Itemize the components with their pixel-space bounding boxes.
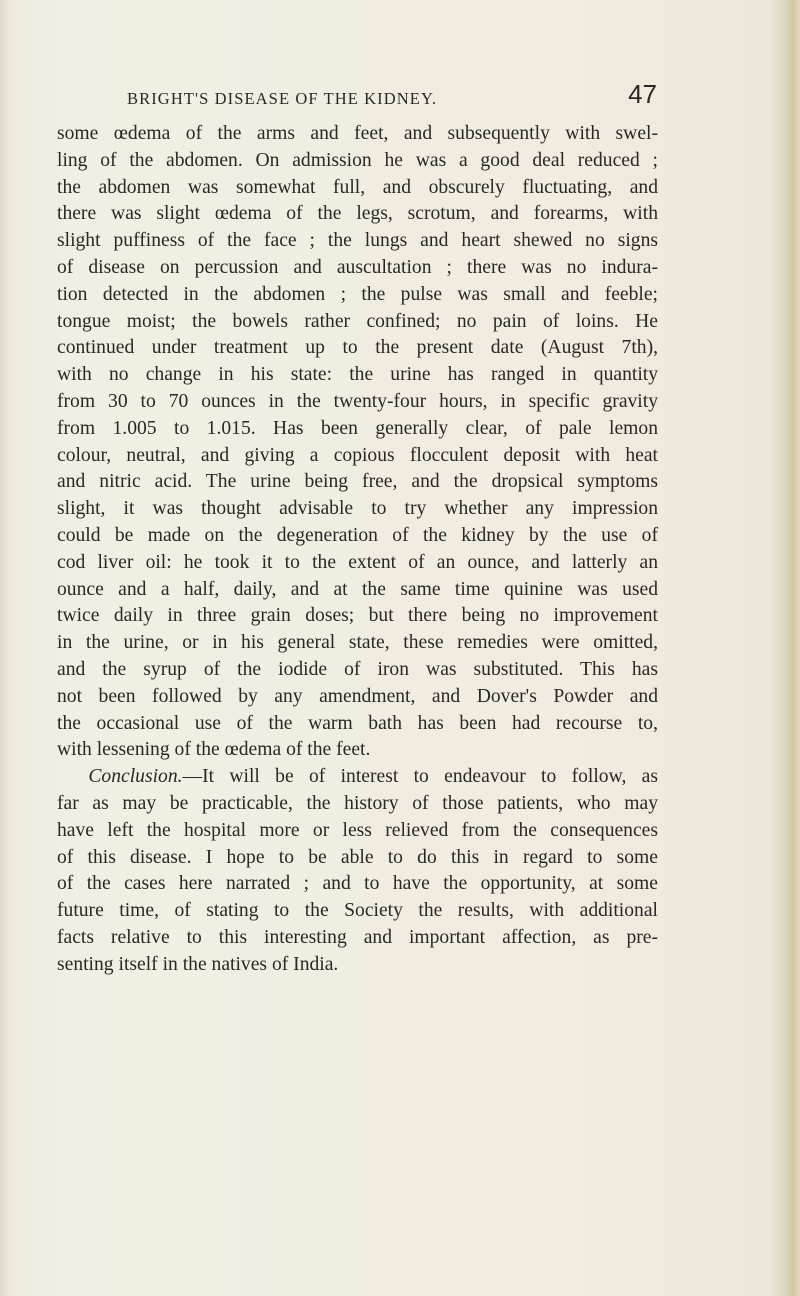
page-header xyxy=(113,79,657,112)
conclusion-first-line-text: —It will be of interest to endeavour to follow, as xyxy=(182,766,658,788)
text-line: there was slight œdema of the legs, scrotum, and forearms, with xyxy=(57,203,658,225)
text-line: from 30 to 70 ounces in the twenty-four hours, in specific gravity xyxy=(57,390,658,412)
text-line: in the urine, or in his general state, these remedies were omitted, xyxy=(57,632,658,654)
text-line: have left the hospital more or less relieved from the consequences xyxy=(57,819,658,841)
text-line: the occasional use of the warm bath has been had recourse to, xyxy=(57,712,658,734)
text-line: slight, it was thought advisable to try whether any impression xyxy=(57,498,658,520)
text-line: senting itself in the natives of India. xyxy=(57,953,339,975)
text-line: ling of the abdomen. On admission he was a good deal reduced ; xyxy=(57,149,658,171)
text-line: colour, neutral, and giving a copious flocculent deposit with heat xyxy=(57,444,658,466)
text-line: facts relative to this interesting and important affection, as pre- xyxy=(57,926,658,948)
text-line: and nitric acid. The urine being free, and the dropsical symptoms xyxy=(57,471,658,493)
conclusion-heading: Conclusion. xyxy=(88,766,183,788)
text-line: future time, of stating to the Society the results, with additional xyxy=(57,900,658,922)
text-line: of this disease. I hope to be able to do this in regard to some xyxy=(57,846,658,868)
text-line: with lessening of the œdema of the feet. xyxy=(57,739,371,761)
text-line: continued under treatment up to the present date (August 7th), xyxy=(57,337,658,359)
text-line: the abdomen was somewhat full, and obscurely fluctuating, and xyxy=(57,176,658,198)
text-line: and the syrup of the iodide of iron was substituted. This has xyxy=(57,658,658,680)
text-line: ounce and a half, daily, and at the same time quinine was used xyxy=(57,578,658,600)
running-title: BRIGHT'S DISEASE OF THE KIDNEY. xyxy=(127,89,438,108)
page-gutter-shadow xyxy=(0,0,10,1296)
text-line: tongue moist; the bowels rather confined; no pain of loins. He xyxy=(57,310,658,332)
text-line: not been followed by any amendment, and Dover's Powder and xyxy=(57,685,658,707)
text-line: some œdema of the arms and feet, and subsequently with swel- xyxy=(57,123,658,144)
body-text xyxy=(57,121,658,979)
text-line: of disease on percussion and auscultation ; there was no indura- xyxy=(57,256,658,278)
text-line: with no change in his state: the urine has ranged in quantity xyxy=(57,364,658,386)
text-line: far as may be practicable, the history of those patients, who may xyxy=(57,792,658,814)
text-line: cod liver oil: he took it to the extent of an ounce, and latterly an xyxy=(57,551,658,573)
page-number: 47 xyxy=(628,79,657,109)
text-line: of the cases here narrated ; and to have the opportunity, at some xyxy=(57,873,658,895)
text-line: slight puffiness of the face ; the lungs and heart shewed no signs xyxy=(57,230,658,252)
text-line: twice daily in three grain doses; but there being no improvement xyxy=(57,605,658,627)
page-edge xyxy=(786,0,800,1296)
conclusion-first-line xyxy=(57,764,658,791)
text-line: could be made on the degeneration of the kidney by the use of xyxy=(57,524,658,546)
text-line: tion detected in the abdomen ; the pulse was small and feeble; xyxy=(57,283,658,305)
text-line: from 1.005 to 1.015. Has been generally clear, of pale lemon xyxy=(57,417,658,439)
